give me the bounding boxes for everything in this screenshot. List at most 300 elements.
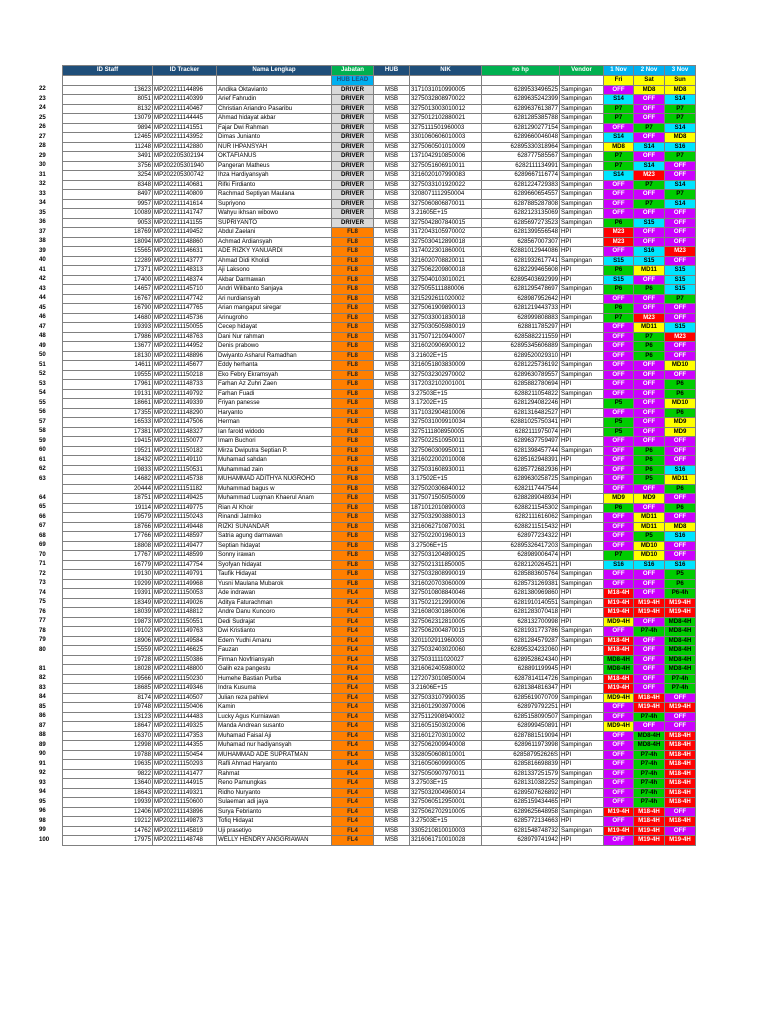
name-cell: Ihza Hardiyansyah bbox=[217, 171, 332, 181]
nik-cell: 1272073010850004 bbox=[410, 674, 482, 684]
hub-cell: MSB bbox=[374, 579, 410, 589]
id-staff-cell: 14680 bbox=[63, 313, 153, 323]
id-staff-cell: 14657 bbox=[63, 285, 153, 295]
shift-day-1-cell: OFF bbox=[604, 465, 634, 475]
shift-day-2-cell: OFF bbox=[634, 209, 665, 219]
name-cell: Fajar Dwi Rahman bbox=[217, 123, 332, 133]
shift-day-3-cell: MD9 bbox=[665, 427, 696, 437]
shift-day-2-cell: MD11 bbox=[634, 323, 665, 333]
jabatan-cell: FL4 bbox=[332, 589, 374, 599]
vendor-cell: HPI bbox=[560, 237, 604, 247]
shift-day-1-cell: M18-4H bbox=[604, 646, 634, 656]
vendor-cell: Sampingan bbox=[560, 123, 604, 133]
nik-cell: 3172032102001001 bbox=[410, 380, 482, 390]
shift-day-2-cell: M19-4H bbox=[634, 836, 665, 846]
phone-cell: 6282111616062 bbox=[482, 513, 560, 523]
phone-cell: 62881012944086 bbox=[482, 247, 560, 257]
shift-day-1-cell: P6 bbox=[604, 218, 634, 228]
row-number: 27 bbox=[39, 132, 46, 140]
id-tracker-cell: MP202211149026 bbox=[153, 598, 217, 608]
table-row bbox=[63, 427, 696, 437]
shift-day-1-cell: M19-4H bbox=[604, 684, 634, 694]
phone-cell: 62895345606889 bbox=[482, 342, 560, 352]
id-tracker-cell: MP202211150053 bbox=[153, 589, 217, 599]
shift-day-1-cell: OFF bbox=[604, 332, 634, 342]
table-row bbox=[63, 560, 696, 570]
jabatan-cell: FL4 bbox=[332, 788, 374, 798]
col-hp: no hp bbox=[482, 66, 560, 76]
id-tracker-cell: MP202211150230 bbox=[153, 674, 217, 684]
name-cell: Dwiyanto Asharul Ramadhan bbox=[217, 351, 332, 361]
shift-day-1-cell: OFF bbox=[604, 760, 634, 770]
phone-cell: 6285882780694 bbox=[482, 380, 560, 390]
hub-cell: MSB bbox=[374, 247, 410, 257]
col-nama: Nama Lengkap bbox=[217, 66, 332, 76]
phone-cell: 6285158090507 bbox=[482, 712, 560, 722]
table-row bbox=[63, 579, 696, 589]
name-cell: Tofiq Hidayat bbox=[217, 817, 332, 827]
table-row bbox=[63, 304, 696, 314]
id-tracker-cell: MP202211140681 bbox=[153, 180, 217, 190]
table-row bbox=[63, 503, 696, 513]
shift-day-3-cell: S16 bbox=[665, 142, 696, 152]
shift-day-1-cell: S15 bbox=[604, 256, 634, 266]
id-staff-cell: 18647 bbox=[63, 722, 153, 732]
jabatan-cell: DRIVER bbox=[332, 95, 374, 105]
nik-cell: 3216012703010002 bbox=[410, 731, 482, 741]
phone-cell: 6282123135069 bbox=[482, 209, 560, 219]
shift-day-1-cell: OFF bbox=[604, 351, 634, 361]
jabatan-cell: FL8 bbox=[332, 541, 374, 551]
phone-cell: 6285772134663 bbox=[482, 817, 560, 827]
id-tracker-cell: MP202211150386 bbox=[153, 655, 217, 665]
jabatan-cell: FL4 bbox=[332, 741, 374, 751]
id-tracker-cell: MP202211141155 bbox=[153, 218, 217, 228]
id-tracker-cell: MP202211149339 bbox=[153, 399, 217, 409]
vendor-cell: HPI bbox=[560, 817, 604, 827]
name-cell: Dimas Junianto bbox=[217, 133, 332, 143]
table-row bbox=[63, 389, 696, 399]
id-staff-cell: 19728 bbox=[63, 655, 153, 665]
nik-cell: 3275061909890013 bbox=[410, 304, 482, 314]
shift-day-3-cell: P7-4h bbox=[665, 674, 696, 684]
shift-day-1-cell: M19-4H bbox=[604, 826, 634, 836]
shift-day-1-cell: OFF bbox=[604, 741, 634, 751]
phone-cell: 628891199945 bbox=[482, 665, 560, 675]
vendor-cell: HPI bbox=[560, 722, 604, 732]
phone-cell: 628777585567 bbox=[482, 152, 560, 162]
shift-day-1-cell: P6 bbox=[604, 266, 634, 276]
shift-day-3-cell: M19-4H bbox=[665, 703, 696, 713]
nik-cell: 3275030412890018 bbox=[410, 237, 482, 247]
jabatan-cell: FL8 bbox=[332, 522, 374, 532]
name-cell: Dani Nur rahman bbox=[217, 332, 332, 342]
shift-day-3-cell: MD8-4H bbox=[665, 665, 696, 675]
nik-cell: 3.27503E+15 bbox=[410, 779, 482, 789]
jabatan-cell: FL8 bbox=[332, 285, 374, 295]
shift-day-3-cell: P6 bbox=[665, 389, 696, 399]
id-staff-cell: 16790 bbox=[63, 304, 153, 314]
table-row bbox=[63, 332, 696, 342]
shift-day-2-cell: P7-4h bbox=[634, 769, 665, 779]
hub-cell: MSB bbox=[374, 684, 410, 694]
name-cell: Farhan Az Zuhri Zaen bbox=[217, 380, 332, 390]
nik-cell: 3275050907970011 bbox=[410, 769, 482, 779]
id-tracker-cell: MP202211147506 bbox=[153, 418, 217, 428]
shift-day-1-cell: OFF bbox=[604, 180, 634, 190]
id-tracker-cell: MP202211150531 bbox=[153, 465, 217, 475]
row-number: 83 bbox=[39, 683, 46, 691]
row-number: 78 bbox=[39, 626, 46, 634]
table-row bbox=[63, 361, 696, 371]
nik-cell: 1871012010890003 bbox=[410, 503, 482, 513]
name-cell: Haryanto bbox=[217, 408, 332, 418]
id-tracker-cell: MP202211141477 bbox=[153, 769, 217, 779]
nik-cell: 3275010808840046 bbox=[410, 589, 482, 599]
shift-day-2-cell: S14 bbox=[634, 142, 665, 152]
row-number: 90 bbox=[39, 750, 46, 757]
phone-cell: 6281295478697 bbox=[482, 285, 560, 295]
phone-cell: 6289625648958 bbox=[482, 807, 560, 817]
table-row bbox=[63, 228, 696, 238]
name-cell: Friyan panesse bbox=[217, 399, 332, 409]
id-staff-cell: 19102 bbox=[63, 627, 153, 637]
shift-day-3-cell: S14 bbox=[665, 95, 696, 105]
hub-cell: MSB bbox=[374, 646, 410, 656]
id-tracker-cell: MP202211145738 bbox=[153, 475, 217, 485]
id-tracker-cell: MP202205302194 bbox=[153, 152, 217, 162]
hub-cell: MSB bbox=[374, 437, 410, 447]
jabatan-cell: FL8 bbox=[332, 294, 374, 304]
col-id-staff: ID Staff bbox=[63, 66, 153, 76]
shift-day-3-cell: OFF bbox=[665, 541, 696, 551]
shift-day-3-cell: MD8-4H bbox=[665, 617, 696, 627]
shift-day-3-cell: M18-4H bbox=[665, 788, 696, 798]
row-number: 34 bbox=[39, 199, 46, 206]
shift-day-2-cell: OFF bbox=[634, 389, 665, 399]
shift-day-1-cell: OFF bbox=[604, 209, 634, 219]
vendor-cell: Sampingan bbox=[560, 446, 604, 456]
shift-day-1-cell: OFF bbox=[604, 570, 634, 580]
vendor-cell: HPI bbox=[560, 684, 604, 694]
row-number: 62 bbox=[39, 465, 46, 472]
phone-cell: 6287885287808 bbox=[482, 199, 560, 209]
vendor-cell: HPI bbox=[560, 228, 604, 238]
nik-cell: 3275060501010009 bbox=[410, 142, 482, 152]
vendor-cell: Sampingan bbox=[560, 114, 604, 124]
vendor-cell: HPI bbox=[560, 750, 604, 760]
shift-day-3-cell: M19-4H bbox=[665, 608, 696, 618]
shift-day-1-cell: OFF bbox=[604, 408, 634, 418]
id-tracker-cell: MP202211143952 bbox=[153, 133, 217, 143]
vendor-cell: HPI bbox=[560, 427, 604, 437]
table-row bbox=[63, 266, 696, 276]
name-cell: Muhamad Faisal Aji bbox=[217, 731, 332, 741]
jabatan-cell: FL8 bbox=[332, 342, 374, 352]
vendor-cell: Sampingan bbox=[560, 389, 604, 399]
id-tracker-cell: MP202211149477 bbox=[153, 541, 217, 551]
nik-cell: 3174022301860001 bbox=[410, 247, 482, 257]
id-tracker-cell: MP202211148290 bbox=[153, 408, 217, 418]
name-cell: Ridho Nuryanto bbox=[217, 788, 332, 798]
shift-day-3-cell: OFF bbox=[665, 693, 696, 703]
name-cell: WELLY HENDRY ANGGRIAWAN bbox=[217, 836, 332, 846]
id-staff-cell: 12465 bbox=[63, 133, 153, 143]
shift-day-2-cell: OFF bbox=[634, 503, 665, 513]
table-row bbox=[63, 788, 696, 798]
table-row bbox=[63, 218, 696, 228]
id-tracker-cell: MP202211148763 bbox=[153, 332, 217, 342]
id-tracker-cell: MP202211144896 bbox=[153, 85, 217, 95]
phone-cell: 6285883605764 bbox=[482, 570, 560, 580]
nik-cell: 3305210810010003 bbox=[410, 826, 482, 836]
shift-day-2-cell: MD11 bbox=[634, 513, 665, 523]
name-cell: Ahmad hidayat akbar bbox=[217, 114, 332, 124]
id-staff-cell: 18130 bbox=[63, 351, 153, 361]
shift-day-3-cell: MD10 bbox=[665, 399, 696, 409]
vendor-cell: HPI bbox=[560, 275, 604, 285]
vendor-cell: HPI bbox=[560, 703, 604, 713]
nik-cell: 3275062209800018 bbox=[410, 266, 482, 276]
id-tracker-cell: MP202211145819 bbox=[153, 826, 217, 836]
shift-day-2-cell: P6 bbox=[634, 351, 665, 361]
vendor-cell: Sampingan bbox=[560, 769, 604, 779]
id-staff-cell: 9894 bbox=[63, 123, 153, 133]
jabatan-cell: FL8 bbox=[332, 446, 374, 456]
name-cell: Reno Pamungkas bbox=[217, 779, 332, 789]
jabatan-cell: FL4 bbox=[332, 798, 374, 808]
jabatan-cell: FL8 bbox=[332, 351, 374, 361]
nik-cell: 3275032403020060 bbox=[410, 646, 482, 656]
shift-day-2-cell: OFF bbox=[634, 133, 665, 143]
name-cell: Syofyan hidayat bbox=[217, 560, 332, 570]
vendor-cell: Sampingan bbox=[560, 161, 604, 171]
table-row bbox=[63, 532, 696, 542]
id-tracker-cell: MP202211148896 bbox=[153, 351, 217, 361]
vendor-cell: HPI bbox=[560, 437, 604, 447]
hub-cell: MSB bbox=[374, 703, 410, 713]
phone-cell: 6289528624340 bbox=[482, 655, 560, 665]
shift-day-2-cell: OFF bbox=[634, 152, 665, 162]
phone-cell: 6288211054822 bbox=[482, 389, 560, 399]
phone-cell: 6285159434465 bbox=[482, 798, 560, 808]
name-cell: ADE RIZKY YANUARDI bbox=[217, 247, 332, 257]
name-cell: Manda Andrean susanto bbox=[217, 722, 332, 732]
name-cell: OKTAFIANUS bbox=[217, 152, 332, 162]
hub-cell: MSB bbox=[374, 123, 410, 133]
id-tracker-cell: MP202211147754 bbox=[153, 560, 217, 570]
id-staff-cell: 19391 bbox=[63, 589, 153, 599]
vendor-cell: Sampingan bbox=[560, 199, 604, 209]
id-tracker-cell: MP202211149775 bbox=[153, 503, 217, 513]
shift-day-1-cell: P7 bbox=[604, 551, 634, 561]
shift-day-3-cell: P7-4h bbox=[665, 684, 696, 694]
row-number: 91 bbox=[39, 759, 46, 767]
table-row bbox=[63, 123, 696, 133]
hub-cell: MSB bbox=[374, 807, 410, 817]
shift-day-1-cell: S15 bbox=[604, 275, 634, 285]
shift-day-3-cell: P7 bbox=[665, 190, 696, 200]
shift-day-2-cell: OFF bbox=[634, 617, 665, 627]
shift-day-2-cell: OFF bbox=[634, 684, 665, 694]
shift-day-2-cell: P6 bbox=[634, 456, 665, 466]
row-number: 46 bbox=[39, 313, 46, 320]
shift-day-3-cell: MD8 bbox=[665, 522, 696, 532]
nik-cell: 3275031111020027 bbox=[410, 655, 482, 665]
id-staff-cell: 17975 bbox=[63, 836, 153, 846]
phone-cell: 6281932617741 bbox=[482, 256, 560, 266]
id-tracker-cell: MP202211146631 bbox=[153, 247, 217, 257]
row-number: 98 bbox=[39, 816, 46, 824]
jabatan-cell: FL8 bbox=[332, 389, 374, 399]
phone-cell: 6281284579287 bbox=[482, 636, 560, 646]
shift-day-1-cell: OFF bbox=[604, 190, 634, 200]
table-row bbox=[63, 674, 696, 684]
shift-day-2-cell: OFF bbox=[634, 722, 665, 732]
hub-cell: MSB bbox=[374, 304, 410, 314]
jabatan-cell: FL8 bbox=[332, 418, 374, 428]
id-tracker-cell: MP202211151182 bbox=[153, 484, 217, 494]
hub-cell: MSB bbox=[374, 494, 410, 504]
phone-cell: 62895326417203 bbox=[482, 541, 560, 551]
id-staff-cell: 19415 bbox=[63, 437, 153, 447]
shift-day-1-cell: M18-4H bbox=[604, 674, 634, 684]
name-cell: Kamin bbox=[217, 703, 332, 713]
shift-day-2-cell: MD8 bbox=[634, 85, 665, 95]
id-tracker-cell: MP202211147765 bbox=[153, 304, 217, 314]
id-staff-cell: 3756 bbox=[63, 161, 153, 171]
nik-cell: 3275031608930011 bbox=[410, 465, 482, 475]
vendor-cell: HPI bbox=[560, 788, 604, 798]
row-number: 52 bbox=[39, 370, 46, 377]
table-row bbox=[63, 636, 696, 646]
nik-cell: 3275032004960014 bbox=[410, 788, 482, 798]
vendor-cell: HPI bbox=[560, 332, 604, 342]
nik-cell: 3275032808970022 bbox=[410, 95, 482, 105]
nik-cell: 3.21605E+15 bbox=[410, 209, 482, 219]
shift-day-1-cell: OFF bbox=[604, 342, 634, 352]
hub-cell: MSB bbox=[374, 541, 410, 551]
shift-day-3-cell: S14 bbox=[665, 123, 696, 133]
shift-day-2-cell: P7 bbox=[634, 180, 665, 190]
shift-day-3-cell: OFF bbox=[665, 342, 696, 352]
row-number: 43 bbox=[39, 284, 46, 292]
nik-cell: 3.27503E+15 bbox=[410, 817, 482, 827]
shift-day-3-cell: M19-4H bbox=[665, 836, 696, 846]
phone-cell: 6281285385788 bbox=[482, 114, 560, 124]
id-staff-cell: 13640 bbox=[63, 779, 153, 789]
id-tracker-cell: MP202211145736 bbox=[153, 313, 217, 323]
shift-day-3-cell: M18-4H bbox=[665, 750, 696, 760]
id-tracker-cell: MP202211143777 bbox=[153, 256, 217, 266]
phone-cell: 628977234322 bbox=[482, 532, 560, 542]
jabatan-cell: FL8 bbox=[332, 456, 374, 466]
shift-day-3-cell: M18-4H bbox=[665, 817, 696, 827]
jabatan-cell: FL8 bbox=[332, 494, 374, 504]
hub-cell: MSB bbox=[374, 627, 410, 637]
shift-day-2-cell: M18-4H bbox=[634, 817, 665, 827]
nik-cell: 3172043105970002 bbox=[410, 228, 482, 238]
nik-cell: 3208071112950004 bbox=[410, 190, 482, 200]
vendor-cell: HPI bbox=[560, 665, 604, 675]
nik-cell: 3171032904810006 bbox=[410, 408, 482, 418]
shift-day-1-cell: OFF bbox=[604, 541, 634, 551]
id-tracker-cell: MP202211148374 bbox=[153, 275, 217, 285]
id-tracker-cell: MP202211141747 bbox=[153, 209, 217, 219]
name-cell: Muhamad sahdan bbox=[217, 456, 332, 466]
table-row bbox=[63, 456, 696, 466]
row-number: 59 bbox=[39, 436, 46, 444]
day-2-name: Sat bbox=[634, 76, 665, 86]
phone-cell: 6288211515432 bbox=[482, 522, 560, 532]
jabatan-cell: FL4 bbox=[332, 779, 374, 789]
vendor-cell: Sampingan bbox=[560, 741, 604, 751]
jabatan-cell: DRIVER bbox=[332, 142, 374, 152]
row-number: 77 bbox=[39, 617, 46, 624]
id-tracker-cell: MP202211142880 bbox=[153, 142, 217, 152]
row-number: 57 bbox=[39, 417, 46, 425]
shift-day-1-cell: M18-4H bbox=[604, 636, 634, 646]
id-staff-cell: 19788 bbox=[63, 750, 153, 760]
id-staff-cell: 19114 bbox=[63, 503, 153, 513]
shift-day-1-cell: S16 bbox=[604, 560, 634, 570]
shift-day-2-cell: MD11 bbox=[634, 266, 665, 276]
id-tracker-cell: MP202211148733 bbox=[153, 380, 217, 390]
hub-cell: MSB bbox=[374, 475, 410, 485]
name-cell: Uji prasetiyo bbox=[217, 826, 332, 836]
shift-day-2-cell: OFF bbox=[634, 370, 665, 380]
name-cell: Arinugroho bbox=[217, 313, 332, 323]
nik-cell: 3175071210940007 bbox=[410, 332, 482, 342]
hub-cell: MSB bbox=[374, 133, 410, 143]
name-cell: Achmad Ardiansyah bbox=[217, 237, 332, 247]
table-row bbox=[63, 807, 696, 817]
row-number: 85 bbox=[39, 702, 46, 710]
row-number: 79 bbox=[39, 636, 46, 643]
shift-day-2-cell: M18-4H bbox=[634, 693, 665, 703]
id-tracker-cell: MP202211150454 bbox=[153, 750, 217, 760]
id-tracker-cell: MP202211149346 bbox=[153, 684, 217, 694]
jabatan-cell: FL8 bbox=[332, 503, 374, 513]
id-staff-cell: 18906 bbox=[63, 636, 153, 646]
phone-cell: 62895403692999 bbox=[482, 275, 560, 285]
vendor-cell: HPI bbox=[560, 760, 604, 770]
nik-cell: 3.27503E+15 bbox=[410, 389, 482, 399]
id-tracker-cell: MP202211149968 bbox=[153, 579, 217, 589]
jabatan-cell: FL8 bbox=[332, 475, 374, 485]
col-jabatan: Jabatan bbox=[332, 66, 374, 76]
shift-day-3-cell: OFF bbox=[665, 237, 696, 247]
id-staff-cell: 19635 bbox=[63, 760, 153, 770]
table-row bbox=[63, 522, 696, 532]
table-row bbox=[63, 541, 696, 551]
jabatan-cell: FL4 bbox=[332, 655, 374, 665]
nik-cell: 3216020906900012 bbox=[410, 342, 482, 352]
shift-day-3-cell: OFF bbox=[665, 826, 696, 836]
shift-day-2-cell: OFF bbox=[634, 408, 665, 418]
shift-day-3-cell: OFF bbox=[665, 304, 696, 314]
row-number: 28 bbox=[39, 142, 46, 149]
row-number: 93 bbox=[39, 778, 46, 786]
shift-day-2-cell: OFF bbox=[634, 437, 665, 447]
phone-cell: 6285162948391 bbox=[482, 456, 560, 466]
hub-cell: MSB bbox=[374, 779, 410, 789]
id-staff-cell: 19939 bbox=[63, 798, 153, 808]
jabatan-cell: FL8 bbox=[332, 408, 374, 418]
hub-cell: MSB bbox=[374, 712, 410, 722]
shift-day-3-cell: OFF bbox=[665, 712, 696, 722]
id-tracker-cell: MP202211143896 bbox=[153, 807, 217, 817]
